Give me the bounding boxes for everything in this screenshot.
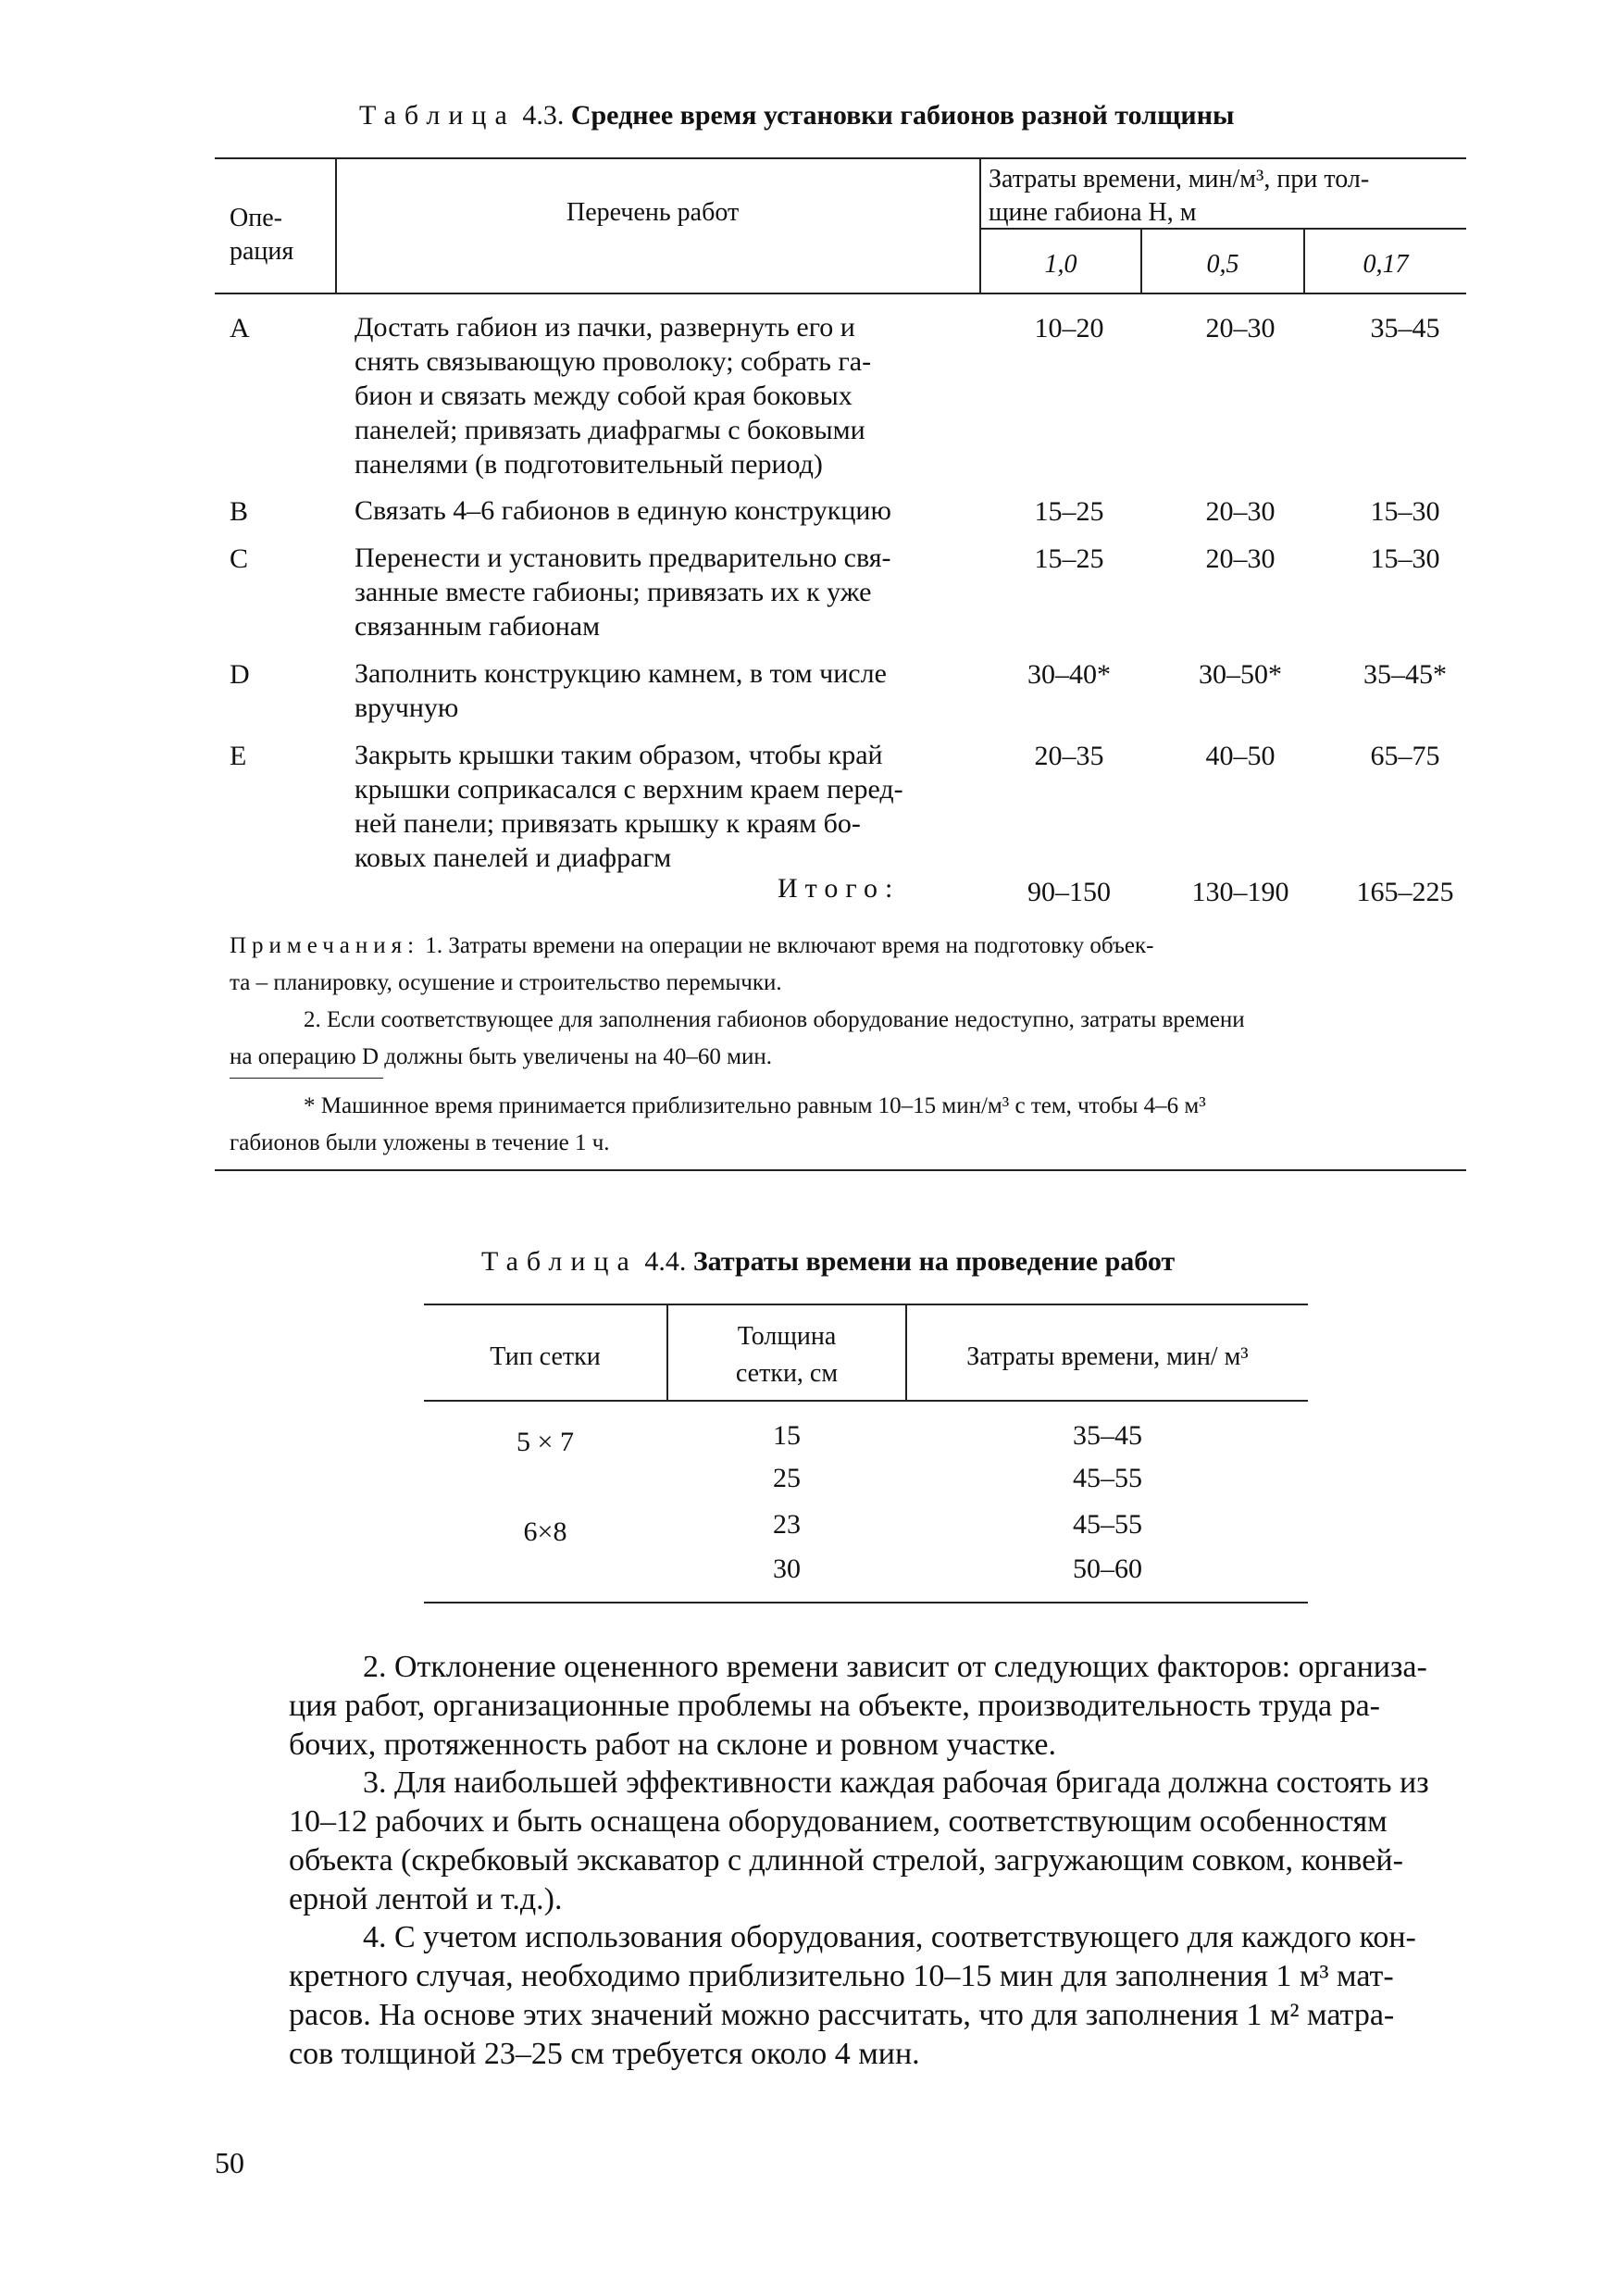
table43-header-operation [230, 202, 293, 268]
table43-caption-prefix: Таблица [359, 100, 516, 131]
table43-row-a-op: A [230, 313, 250, 343]
table44-row-2-time: 45–55 [1073, 1463, 1142, 1493]
table43-row-e-v3: 65–75 [1370, 741, 1440, 771]
table43-header-time [989, 163, 1369, 230]
table43-row-a-line: снять связывающую проволоку; собрать га- [355, 346, 872, 377]
table43-row-b-v1: 15–25 [1034, 496, 1104, 527]
table43-row-c-op: C [230, 543, 249, 574]
table43-bottom-rule [215, 1169, 1466, 1171]
table43-note2-line2: на операцию D должны быть увеличены на 40–60 мин. [230, 1044, 772, 1069]
table43-note1-line1: 1. Затраты времени на операции не включают время на подготовку объек- [425, 933, 1154, 958]
paragraph-4-line: кретного случая, необходимо приблизительно 10–15 мин для заполнения 1 м³ мат- [289, 1959, 1394, 1993]
table43-row-b-op: B [230, 496, 249, 527]
paragraph-2-line: 2. Отклонение оцененного времени зависит от следующих факторов: организа- [363, 1650, 1427, 1684]
table43-row-c-line: занные вместе габионы; привязать их к уже [355, 577, 872, 607]
table43-header-thickness-1: 1,0 [1044, 250, 1077, 279]
table44-caption [481, 1246, 1175, 1278]
table43-total-v1: 90–150 [1027, 877, 1111, 907]
table43-header-operation-line2: рация [230, 237, 294, 266]
table43-note2-line1: 2. Если соответствующее для заполнения габионов оборудование недоступно, затраты времени [304, 1007, 1245, 1032]
table43-top-rule [215, 157, 1466, 159]
table44-header-thickness-line2: сетки, см [735, 1359, 839, 1388]
table43-row-d-desc [355, 656, 989, 725]
table44-header-thickness-line1: Толщина [737, 1322, 837, 1351]
paragraph-4-line: расов. На основе этих значений можно рассчитать, что для заполнения 1 м² матра- [289, 1998, 1395, 2032]
table43-row-d-v3: 35–45* [1363, 659, 1447, 690]
table44-header-bottom-rule [424, 1400, 1308, 1402]
table43-notes-label: Примечания: [230, 933, 420, 958]
table43-notes [230, 928, 1462, 1076]
table43-row-d-line: Заполнить конструкцию камнем, в том числе [355, 658, 887, 689]
paragraph-4-line: 4. С учетом использования оборудования, соответствующего для каждого кон- [363, 1920, 1416, 1954]
table43-footnote-line1: * Машинное время принимается приблизительно равным 10–15 мин/м³ с тем, чтобы 4–6 м³ [304, 1093, 1206, 1118]
table43-note1-line2: та – планировку, осушение и строительство перемычки. [230, 970, 782, 995]
table43-footnote [230, 1088, 1462, 1162]
table43-caption [359, 100, 1234, 131]
table43-row-c-v1: 15–25 [1034, 543, 1104, 574]
table43-row-e-line: ковых панелей и диафрагм [355, 842, 672, 873]
table43-footnote-line2: габионов были уложены в течение 1 ч. [230, 1130, 610, 1155]
table44-caption-title: Затраты времени на проведение работ [692, 1246, 1176, 1277]
table44-header-time: Затраты времени, мин/ м³ [966, 1342, 1249, 1371]
table43-row-d-v2: 30–50* [1199, 659, 1282, 690]
table43-row-e-line: ней панели; привязать крышку к краям бо- [355, 808, 861, 839]
table43-row-a-v2: 20–30 [1205, 313, 1276, 343]
table44-header-mesh-type: Тип сетки [490, 1342, 601, 1371]
paragraph-4-line: сов толщиной 23–25 см требуется около 4 мин. [289, 2037, 920, 2071]
table43-row-d-op: D [230, 659, 250, 690]
table43-total-v2: 130–190 [1191, 877, 1289, 907]
table43-row-c-v2: 20–30 [1205, 543, 1276, 574]
table43-row-e-desc [355, 738, 989, 875]
table43-row-b-v3: 15–30 [1370, 496, 1440, 527]
table43-row-e-op: E [230, 741, 247, 771]
table43-caption-title: Среднее время установки габионов разной толщины [570, 100, 1235, 131]
table43-header-bottom-rule [215, 293, 1466, 294]
footnote-separator [230, 1078, 383, 1079]
table43-row-e-line: крышки соприкасался с верхним краем перед- [355, 774, 903, 805]
paragraph-3-line: ерной лентой и т.д.). [289, 1882, 563, 1916]
table44-row-4-thickness: 30 [773, 1554, 801, 1584]
table43-row-c-desc [355, 541, 989, 643]
table43-row-b-line: Связать 4–6 габионов в единую конструкцию [355, 495, 891, 526]
table43-total-label: Итого: [778, 873, 901, 904]
table44-caption-number: 4.4. [644, 1246, 687, 1277]
paragraph-3-line: объекта (скребковый экскаватор с длинной стрелой, загружающим совком, конвей- [289, 1843, 1403, 1878]
table44-header-thickness [668, 1318, 905, 1392]
table43-row-b-desc [355, 493, 989, 528]
table43-row-e-v2: 40–50 [1205, 741, 1276, 771]
table44-bottom-rule [424, 1602, 1308, 1603]
paragraph-2-line: ция работ, организационные проблемы на объекте, производительность труда ра- [289, 1689, 1380, 1723]
table44-row-4-time: 50–60 [1073, 1554, 1142, 1584]
table43-row-a-desc [355, 310, 989, 481]
table44-row-3-time: 45–55 [1073, 1509, 1142, 1540]
table43-header-thickness-2: 0,5 [1206, 250, 1239, 279]
table43-row-a-v3: 35–45 [1370, 313, 1440, 343]
table43-row-c-v3: 15–30 [1370, 543, 1440, 574]
table43-header-thickness-3: 0,17 [1363, 250, 1409, 279]
table43-row-a-line: панелями (в подготовительный период) [355, 449, 823, 480]
table44-top-rule [424, 1304, 1308, 1305]
table43-row-c-line: связанным габионам [355, 611, 601, 642]
table44-row-1-thickness: 15 [773, 1420, 801, 1451]
table43-header-time-line1: Затраты времени, мин/м³, при тол- [989, 165, 1370, 193]
paragraph-3 [215, 1764, 1464, 1919]
table44-row-2-thickness: 25 [773, 1463, 801, 1493]
table43-row-a-line: панелей; привязать диафрагмы с боковыми [355, 415, 865, 445]
table44-row-3-thickness: 23 [773, 1509, 801, 1540]
table43-row-a-line: Достать габион из пачки, развернуть его и [355, 312, 855, 343]
table43-row-a-line: бион и связать между собой края боковых [355, 381, 853, 411]
table43-row-e-v1: 20–35 [1034, 741, 1104, 771]
paragraph-2 [215, 1648, 1464, 1765]
table43-row-c-line: Перенести и установить предварительно свя- [355, 543, 891, 573]
paragraph-2-line: бочих, протяженность работ на склоне и ровном участке. [289, 1728, 1056, 1762]
table43-total-v3: 165–225 [1356, 877, 1454, 907]
table43-header-operation-line1: Опе- [230, 204, 282, 232]
table43-caption-number: 4.3. [522, 100, 565, 131]
table44-row-1-time: 35–45 [1073, 1420, 1142, 1451]
paragraph-3-line: 10–12 рабочих и быть оснащена оборудованием, соответствующим особенностям [289, 1804, 1388, 1839]
table44-caption-prefix: Таблица [481, 1246, 638, 1277]
page-number: 50 [215, 2146, 244, 2179]
table43-row-e-line: Закрыть крышки таким образом, чтобы край [355, 740, 883, 770]
table43-row-d-v1: 30–40* [1027, 659, 1111, 690]
paragraph-4 [215, 1918, 1464, 2074]
table44-row-3-type: 6×8 [523, 1516, 567, 1547]
table43-row-d-line: вручную [355, 693, 459, 723]
table43-header-time-line2: щине габиона H, м [989, 198, 1197, 227]
table43-row-b-v2: 20–30 [1205, 496, 1276, 527]
table43-col-divider-1 [335, 157, 337, 293]
table44-row-1-type: 5 × 7 [517, 1427, 574, 1457]
table43-row-a-v1: 10–20 [1034, 313, 1104, 343]
paragraph-3-line: 3. Для наибольшей эффективности каждая рабочая бригада должна состоять из [363, 1766, 1429, 1800]
table43-header-works: Перечень работ [566, 198, 740, 227]
